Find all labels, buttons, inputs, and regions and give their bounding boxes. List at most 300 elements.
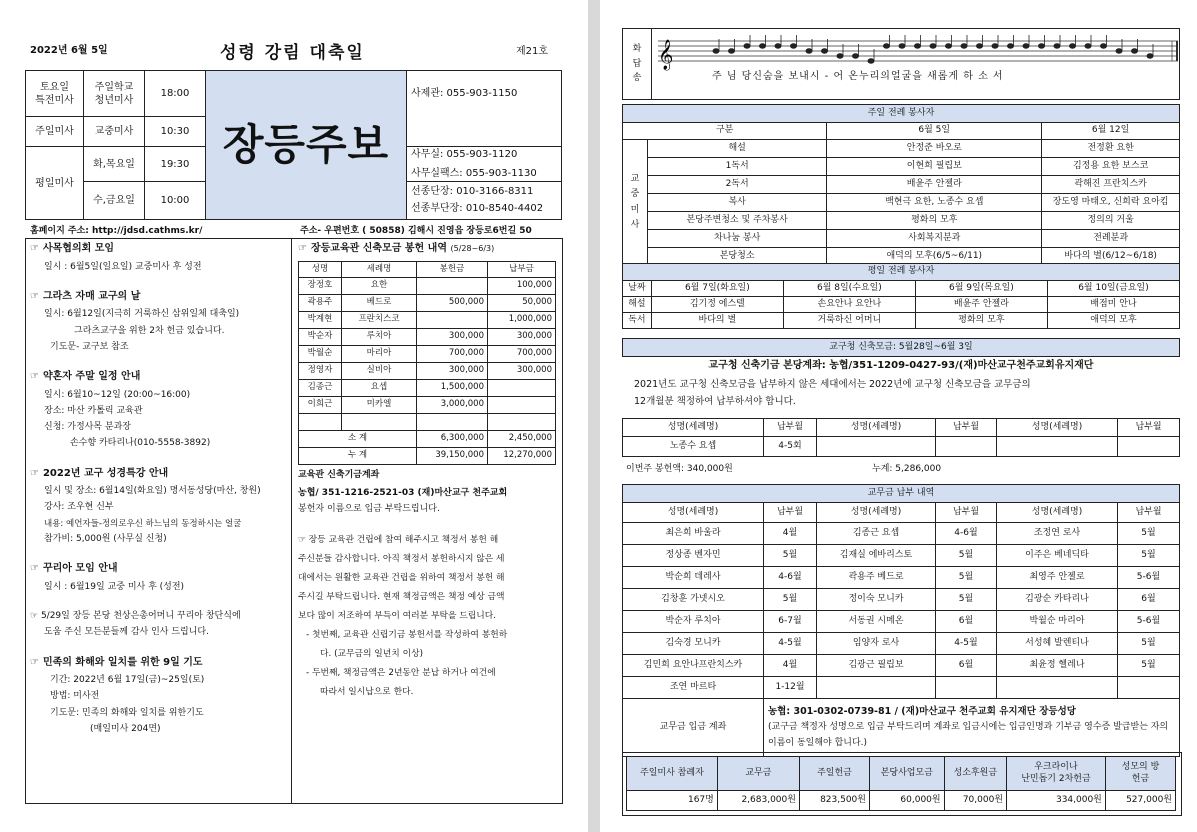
dues-cell: 박순자 루치아 (623, 611, 764, 633)
fund-cell: 마리아 (342, 345, 417, 362)
notice-line: 일시: 6월10~12일 (20:00~16:00) (44, 389, 191, 400)
dues-cell: 5월 (1118, 655, 1180, 677)
weekday-cell: 바다의 별 (651, 313, 783, 329)
fund-cell: 500,000 (417, 294, 488, 311)
fund-cell (488, 396, 556, 413)
dues-cell: 서동권 시메온 (817, 611, 936, 633)
fund-cell: 3,000,000 (417, 396, 488, 413)
dues-header: 납부월 (936, 503, 997, 523)
sunday-cell: 백현극 요한, 노종수 요셉 (827, 194, 1042, 212)
fund-cell: 프란치스코 (342, 311, 417, 328)
pointing-hand-icon: ☞ (30, 563, 39, 575)
sunday-cell: 곽해진 프란치스카 (1042, 176, 1180, 194)
dues-header: 성명(세례명) (997, 503, 1118, 523)
dues-cell: 6월 (936, 655, 997, 677)
diocese-header: 성명(세례명) (817, 419, 936, 437)
weekday-cell: 애덕의 모후 (1047, 313, 1179, 329)
sunday-row (623, 176, 1180, 194)
weekday-cell: 김기정 에스텔 (651, 297, 783, 313)
dues-cell: 4월 (764, 655, 817, 677)
dues-cell: 4-6월 (764, 567, 817, 589)
dues-cell: 박월순 마리아 (997, 611, 1118, 633)
sunday-side-label: 교 중 미 사 (623, 140, 648, 266)
fund-cell: 300,000 (488, 362, 556, 379)
dues-cell: 조연 마르타 (623, 677, 764, 699)
music-note (1116, 49, 1122, 53)
hymn-score (652, 29, 1180, 100)
fund-para-line: 주시길 부탁드립니다. 현재 책정금액은 책정 예상 금액 (298, 592, 505, 603)
summary-header: 교무금 (717, 757, 799, 791)
notice-line: 내용: 예언자들-정의로우신 하느님의 동정하시는 얼굴 (44, 518, 242, 529)
sunday-cell: 전정환 요한 (1042, 140, 1180, 158)
dues-cell: 6-7월 (764, 611, 817, 633)
contact-leaders (407, 181, 562, 219)
music-note (961, 44, 967, 48)
diocese-cell (997, 437, 1118, 457)
pointing-hand-icon: ☞ (30, 656, 39, 668)
dues-cell: 6월 (1118, 589, 1180, 611)
summary-header: 성소후원금 (944, 757, 1006, 791)
music-note (1008, 44, 1014, 48)
fund-cell (299, 413, 342, 430)
weekday-cell: 손요안나 요안나 (783, 297, 915, 313)
fund-cell: 박계현 (299, 311, 342, 328)
fund-cell: 1,000,000 (488, 311, 556, 328)
fund-account-title: 교육관 신축기금계좌 (298, 469, 380, 480)
sunday-cell: 1독서 (648, 158, 827, 176)
dues-row (623, 633, 1180, 655)
sunday-row (623, 230, 1180, 248)
dues-header: 성명(세례명) (623, 503, 764, 523)
summary-header: 본당사업모금 (869, 757, 944, 791)
fund-row (299, 379, 556, 396)
music-note (868, 59, 874, 63)
fund-cell: 정영자 (299, 362, 342, 379)
fund-account: 농협/ 351-1216-2521-03 (재)마산교구 천주교회 (298, 487, 508, 498)
dues-cell: 김종근 요셉 (817, 523, 936, 545)
music-note (1085, 44, 1091, 48)
music-note (1070, 44, 1076, 48)
column-divider (291, 238, 292, 804)
sunday-cell: 애덕의 모후(6/5~6/11) (827, 248, 1042, 266)
fund-cell (417, 277, 488, 294)
notice-thanks: ☞ 5/29일 장등 본당 천상은총어머니 꾸리아 창단식에 (30, 611, 241, 622)
diocese-header: 납부월 (936, 419, 997, 437)
fund-subtotal-pledge: 6,300,000 (417, 430, 488, 447)
contact-vice: 선종부단장: 010-8540-4402 (411, 203, 544, 215)
diocese-cumulative: 누계: 5,286,000 (872, 464, 942, 474)
weekday-cell: 평화의 모후 (915, 313, 1047, 329)
sunday-cell: 안정준 바오로 (827, 140, 1042, 158)
fund-subtotal-label: 소 계 (299, 430, 417, 447)
dues-cell: 김창훈 가넷시오 (623, 589, 764, 611)
fund-row (299, 362, 556, 379)
fund-cell: 루치아 (342, 328, 417, 345)
pointing-hand-icon: ☞ (298, 243, 307, 254)
dues-cell: 5월 (764, 545, 817, 567)
summary-value: 527,000원 (1105, 791, 1175, 811)
notice-line: 기도문- 교구보 참조 (50, 341, 129, 352)
notice-line: 신청: 가정사목 분과장 (44, 422, 132, 432)
bulletin-logo: 장등주보 (206, 71, 407, 220)
sunday-header: 6월 5일 (827, 123, 1042, 140)
sunday-cell: 본당주변청소 및 주차봉사 (648, 212, 827, 230)
dues-cell: 5월 (1118, 633, 1180, 655)
music-note (1039, 44, 1045, 48)
dues-cell: 임양자 로사 (817, 633, 936, 655)
mass-time: 10:00 (145, 181, 206, 219)
fund-cell: 700,000 (417, 345, 488, 362)
dues-cell: 4-5월 (936, 633, 997, 655)
dues-cell (817, 677, 936, 699)
sunday-cell: 바다의 별(6/12~6/18) (1042, 248, 1180, 266)
dues-row (623, 567, 1180, 589)
issue-date: 2022년 6월 5일 (30, 45, 108, 56)
treble-clef-icon: 𝄞 (658, 40, 674, 70)
sunday-cell: 김정용 요한 보스코 (1042, 158, 1180, 176)
contact-office (407, 147, 562, 181)
sunday-row (623, 212, 1180, 230)
dues-cell: 4-6월 (936, 523, 997, 545)
dues-cell: 박순희 데레사 (623, 567, 764, 589)
dues-cell: 이주은 베네딕타 (997, 545, 1118, 567)
fund-cell: 박순자 (299, 328, 342, 345)
diocese-notes (622, 360, 1180, 408)
dues-cell: 5월 (764, 589, 817, 611)
diocese-cell (817, 437, 936, 457)
dues-cell: 정상종 벤자민 (623, 545, 764, 567)
diocese-account: 교구청 신축기금 본당계좌: 농협/351-1209-0427-93/(재)마산교구천주교회유지재단 (708, 360, 1094, 371)
notice-title: ☞ 2022년 교구 성경특강 안내 (30, 467, 169, 479)
sunday-row (623, 194, 1180, 212)
fund-row (299, 294, 556, 311)
fund-account-note: 봉헌자 이름으로 입금 부탁드립니다. (298, 504, 440, 514)
fund-total-pledge: 39,150,000 (417, 447, 488, 464)
fund-total-label: 누 계 (299, 447, 417, 464)
fund-para-line: 보다 많이 저조하여 부득이 여러분 부탁을 드립니다. (298, 611, 497, 622)
notice-line: 손수향 카타리나(010-5558-3892) (70, 438, 211, 449)
weekday-row (623, 281, 1180, 297)
mass-time: 10:30 (145, 117, 206, 147)
diocese-title: 교구청 신축모금: 5월28일~6월 3일 (623, 339, 1180, 357)
dues-header: 성명(세례명) (817, 503, 936, 523)
mass-schedule-table (25, 70, 562, 220)
summary-value: 60,000원 (869, 791, 944, 811)
dues-cell: 김숙경 모니카 (623, 633, 764, 655)
fund-cell: 미카엘 (342, 396, 417, 413)
weekday-row (623, 297, 1180, 313)
fund-cell: 김종근 (299, 379, 342, 396)
fund-cell: 50,000 (488, 294, 556, 311)
fund-cell: 700,000 (488, 345, 556, 362)
weekday-cell: 6월 10일(금요일) (1047, 281, 1179, 297)
dues-cell: 6월 (936, 611, 997, 633)
notice-line: 일시 및 장소: 6월14일(화요일) 명서동성당(마산, 창원) (44, 486, 261, 496)
summary-table (626, 756, 1176, 811)
notice-line: 참가비: 5,000원 (사무실 신청) (44, 534, 167, 545)
sunday-cell: 장도영 마태오, 신희락 요아킴 (1042, 194, 1180, 212)
dues-cell: 정이숙 모니카 (817, 589, 936, 611)
hymn-lyrics: 주 님 당신숨을 보내시 - 어 온누리의얼굴을 새롭게 하 소 서 (712, 71, 1004, 82)
mass-name: 화,목요일 (84, 147, 145, 181)
fund-item-line: 다. (교무금의 일년치 이상) (320, 649, 424, 660)
contact-president: 선종단장: 010-3166-8311 (411, 186, 534, 198)
dues-cell: 김광근 필립보 (817, 655, 936, 677)
notice-line: 기도문: 민족의 화해와 일치를 위한기도 (50, 707, 204, 718)
dues-cell: 5-6월 (1118, 611, 1180, 633)
diocese-note: 2021년도 교구청 신축모금을 납부하지 않은 세대에서는 2022년에 교구청 신축모금을 교무금의 (634, 378, 1031, 390)
weekday-cell: 6월 7일(화요일) (651, 281, 783, 297)
dues-header: 납부월 (764, 503, 817, 523)
fund-para-line: 대에서는 원활한 교육관 건립을 위하여 책정서 봉헌 해 (298, 573, 505, 584)
weekday-cell: 독서 (623, 313, 652, 329)
sunday-cell: 2독서 (648, 176, 827, 194)
diocese-note: 12개월분 책정하여 납부하셔야 합니다. (634, 396, 796, 408)
notice-line: 강사: 조우현 신부 (44, 502, 114, 513)
diocese-cell (936, 437, 997, 457)
music-note (946, 44, 952, 48)
notices-column (30, 243, 288, 735)
dues-row (623, 545, 1180, 567)
dues-cell: 5-6월 (1118, 567, 1180, 589)
diocese-header: 납부월 (764, 419, 817, 437)
notice-line: 일시 : 6월19일 교중 미사 후 (성전) (44, 581, 185, 592)
mass-name: 수,금요일 (84, 181, 145, 219)
fund-table (298, 261, 556, 465)
sunday-cell: 본당청소 (648, 248, 827, 266)
dues-cell: 최은희 바울라 (623, 523, 764, 545)
dues-header: 납부월 (1118, 503, 1180, 523)
diocese-cell: 4-5회 (764, 437, 817, 457)
notice-title: ☞ 약혼자 주말 일정 안내 (30, 371, 141, 382)
pointing-hand-icon: ☞ (30, 243, 39, 254)
fund-cell: 300,000 (417, 328, 488, 345)
weekday-row (623, 313, 1180, 329)
fund-para-line: 주신분들 감사합니다. 아직 책정서 봉헌하시지 않은 세 (298, 554, 505, 565)
fund-cell (488, 379, 556, 396)
dues-account-label: 교무금 입금 계좌 (623, 699, 764, 757)
weekday-cell: 배윤주 안젤라 (915, 297, 1047, 313)
diocese-payments-table (622, 418, 1180, 457)
weekday-cell: 해설 (623, 297, 652, 313)
mass-group: 주일미사 (26, 117, 84, 147)
fund-header: 봉헌금 (417, 261, 488, 277)
hymn-label: 화 답 송 (623, 29, 652, 100)
summary-value: 2,683,000원 (717, 791, 799, 811)
fund-cell (417, 311, 488, 328)
fund-cell: 베드로 (342, 294, 417, 311)
music-note (930, 44, 936, 48)
fund-row (299, 328, 556, 345)
dues-cell: 5월 (1118, 523, 1180, 545)
sunday-cell: 이현희 필립보 (827, 158, 1042, 176)
sunday-cell: 배윤주 안젤라 (827, 176, 1042, 194)
mass-group: 토요일 특전미사 (26, 71, 84, 117)
sunday-cell: 평화의 모후 (827, 212, 1042, 230)
diocese-header: 성명(세례명) (623, 419, 764, 437)
fund-cell: 이희근 (299, 396, 342, 413)
dues-cell (1118, 677, 1180, 699)
contact-rectory: 사제관: 055-903-1150 (407, 71, 562, 147)
contact-fax: 사무실팩스: 055-903-1130 (411, 168, 537, 180)
sunday-cell: 사회복지분과 (827, 230, 1042, 248)
weekday-cell: 배점미 안나 (1047, 297, 1179, 313)
weekday-cell: 6월 8일(수요일) (783, 281, 915, 297)
dues-cell: 4월 (764, 523, 817, 545)
sunday-cell: 차나눔 봉사 (648, 230, 827, 248)
mass-group: 평일미사 (26, 147, 84, 220)
fund-header: 세례명 (342, 261, 417, 277)
notice-line: 일시: 6월12일(지극히 거룩하신 삼위일체 대축일) (44, 309, 240, 320)
weekday-cell: 6월 9일(목요일) (915, 281, 1047, 297)
dues-cell: 곽용주 베드로 (817, 567, 936, 589)
fund-cell (417, 413, 488, 430)
diocese-fund-table (622, 338, 1180, 357)
weekday-title: 평일 전례 봉사자 (623, 264, 1180, 281)
sunday-header: 구분 (623, 123, 827, 140)
sunday-row (623, 158, 1180, 176)
dues-cell (997, 677, 1118, 699)
sunday-row (623, 140, 1180, 158)
fund-row (299, 345, 556, 362)
fund-title: ☞ 장등교육관 신축모금 봉헌 내역 (5/28~6/3) (298, 243, 495, 254)
fund-cell: 요셉 (342, 379, 417, 396)
dues-cell: 김재실 에바리스토 (817, 545, 936, 567)
pointing-hand-icon: ☞ (30, 371, 39, 382)
dues-cell: 5월 (936, 545, 997, 567)
fund-cell: 100,000 (488, 277, 556, 294)
homepage-address[interactable]: 홈페이지 주소: http://jdsd.cathms.kr/ (30, 226, 203, 236)
sunday-cell: 전례분과 (1042, 230, 1180, 248)
dues-title: 교무금 납부 내역 (623, 485, 1180, 503)
music-note (744, 44, 750, 48)
fund-cell: 장정호 (299, 277, 342, 294)
dues-cell (936, 677, 997, 699)
music-note (760, 44, 766, 48)
pointing-hand-icon: ☞ (30, 290, 39, 302)
sunday-cell: 복사 (648, 194, 827, 212)
music-note (977, 44, 983, 48)
fund-cell: 곽용주 (299, 294, 342, 311)
dues-table (622, 484, 1180, 757)
dues-cell: 조정연 로사 (997, 523, 1118, 545)
fund-cell: 300,000 (488, 328, 556, 345)
music-note (992, 44, 998, 48)
fund-row (299, 277, 556, 294)
diocese-header: 성명(세례명) (997, 419, 1118, 437)
weekday-cell: 날짜 (623, 281, 652, 297)
sunday-header: 6월 12일 (1042, 123, 1180, 140)
fund-cell: 300,000 (417, 362, 488, 379)
summary-header: 우크라이나 난민돕기 2차헌금 (1007, 757, 1106, 791)
fund-item-line: 따라서 일시납으로 한다. (320, 687, 414, 698)
summary-value: 823,500원 (799, 791, 869, 811)
music-note (1101, 44, 1107, 48)
notice-line: 도움 주신 모든분들께 감사 인사 드립니다. (44, 627, 209, 638)
summary-value: 70,000원 (944, 791, 1006, 811)
dues-row (623, 589, 1180, 611)
postal-address: 주소- 우편번호 ( 50858) 김해시 진영읍 장등로6번길 50 (300, 226, 532, 236)
mass-name: 교중미사 (84, 117, 145, 147)
dues-row (623, 523, 1180, 545)
music-note (915, 44, 921, 48)
music-note (729, 49, 735, 53)
dues-cell: 4-5월 (764, 633, 817, 655)
music-note (775, 44, 781, 48)
notice-title: ☞ 그라츠 자매 교구의 날 (30, 290, 141, 302)
dues-cell: 김민희 요안나프란치스카 (623, 655, 764, 677)
fund-subtotal-paid: 2,450,000 (488, 430, 556, 447)
fund-item-line: - 첫번째, 교육관 신립기금 봉헌서를 작성하여 봉헌하 (306, 630, 508, 641)
sunday-title: 주일 전례 봉사자 (623, 105, 1180, 123)
notice-line: 방법: 미사전 (50, 691, 100, 702)
fund-cell: 요한 (342, 277, 417, 294)
dues-cell: 5월 (1118, 545, 1180, 567)
fund-cell (488, 413, 556, 430)
diocese-header: 납부월 (1118, 419, 1180, 437)
notice-title: ☞ 꾸리아 모임 안내 (30, 563, 118, 575)
pointing-hand-icon: ☞ (30, 611, 41, 622)
fund-row (299, 396, 556, 413)
weekday-cell: 거룩하신 어머니 (783, 313, 915, 329)
sunday-cell: 정의의 거울 (1042, 212, 1180, 230)
summary-header: 성모의 방 헌금 (1105, 757, 1175, 791)
fund-cell: 실비아 (342, 362, 417, 379)
fund-column (298, 243, 556, 702)
fund-cell: 박월순 (299, 345, 342, 362)
dues-row (623, 611, 1180, 633)
notice-line: 일시 : 6월5일(일요일) 교중미사 후 성전 (44, 261, 202, 272)
music-note (822, 49, 828, 53)
notice-line: (매일미사 204면) (90, 723, 161, 734)
dues-account-cell (764, 699, 1180, 757)
summary-header: 주일미사 참례자 (627, 757, 718, 791)
summary-value: 334,000원 (1007, 791, 1106, 811)
music-note (1054, 44, 1060, 48)
music-note (899, 44, 905, 48)
mass-time: 18:00 (145, 71, 206, 117)
diocese-weekly: 이번주 봉헌액: 340,000원 (626, 464, 733, 474)
dues-row (623, 655, 1180, 677)
notice-title: ☞ 민족의 화해와 일치를 위한 9일 기도 (30, 656, 203, 668)
diocese-cell: 노종수 요셉 (623, 437, 764, 457)
summary-value: 167명 (627, 791, 718, 811)
fund-header: 성명 (299, 261, 342, 277)
music-note (853, 54, 859, 58)
notice-line: 그라츠교구을 위한 2차 헌금 있습니다. (74, 325, 225, 336)
fund-row (299, 413, 556, 430)
right-page (600, 0, 1197, 832)
music-note (713, 49, 719, 53)
music-note (884, 44, 890, 48)
dues-cell: 1-12월 (764, 677, 817, 699)
dues-row (623, 677, 1180, 699)
dues-cell: 5월 (936, 589, 997, 611)
music-note (1132, 49, 1138, 53)
music-note (837, 54, 843, 58)
sunday-cell: 해설 (648, 140, 827, 158)
dues-account: 농협: 301-0302-0739-81 / (재)마산교구 천주교회 유지재단 장등성당 (768, 706, 1076, 718)
notice-line: 장소: 마산 카톨릭 교육관 (44, 405, 143, 416)
issue-number: 제21호 (516, 46, 549, 57)
music-note (1023, 44, 1029, 48)
music-note (791, 44, 797, 48)
mass-name: 주일학교 청년미사 (84, 71, 145, 117)
dues-cell: 서성혜 발렌티나 (997, 633, 1118, 655)
fund-header: 납부금 (488, 261, 556, 277)
dues-cell: 5월 (936, 567, 997, 589)
diocese-cell (1118, 437, 1180, 457)
